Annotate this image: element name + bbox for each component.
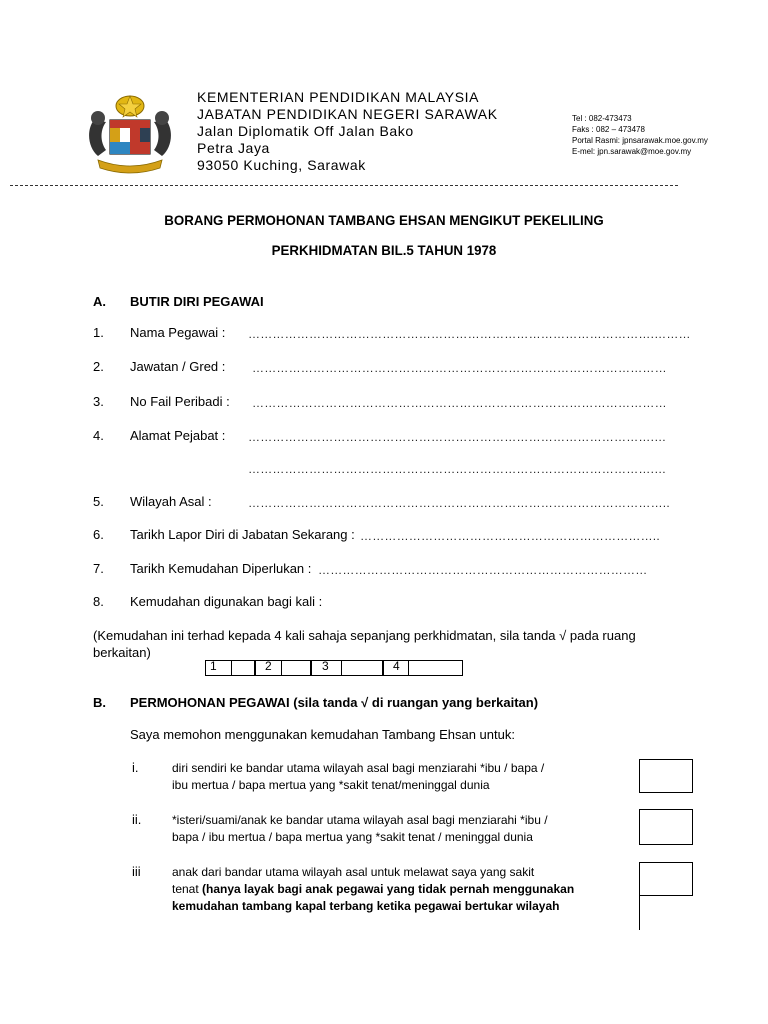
field-input-jawatan-gred[interactable]: ………………………………………………………………………………………… — [252, 361, 667, 375]
usage-box-divider — [341, 660, 342, 676]
form-title-line-2: PERKHIDMATAN BIL.5 TAHUN 1978 — [271, 242, 497, 258]
contact-fax: Faks : 082 – 473478 — [572, 125, 645, 134]
option-text-line-1: *isteri/suami/anak ke bandar utama wilayah asal bagi menziarahi *ibu / — [172, 813, 548, 827]
field-input-alamat-pejabat[interactable]: ……………………………………………………………………………………….… — [248, 430, 667, 444]
option-checkbox-i[interactable] — [639, 759, 693, 793]
section-a-heading: BUTIR DIRI PEGAWAI — [130, 294, 264, 309]
option-number: iii — [132, 864, 141, 879]
ministry-name: KEMENTERIAN PENDIDIKAN MALAYSIA — [197, 89, 480, 105]
department-name: JABATAN PENDIDIKAN NEGERI SARAWAK — [197, 106, 498, 122]
field-label-kemudahan-kali: Kemudahan digunakan bagi kali : — [130, 594, 323, 609]
field-number: 3. — [93, 394, 104, 409]
option-text-line-1: anak dari bandar utama wilayah asal untuk melawat saya yang sakit — [172, 865, 535, 879]
option-text-line-3: kemudahan tambang kapal terbang ketika pegawai bertukar wilayah — [172, 899, 560, 913]
field-label-no-fail-peribadi: No Fail Peribadi : — [130, 394, 230, 409]
section-b-heading: PERMOHONAN PEGAWAI (sila tanda √ di ruangan yang berkaitan) — [130, 695, 539, 710]
field-label-nama-pegawai: Nama Pegawai : — [130, 325, 226, 340]
field-input-wilayah-asal[interactable]: ………………………………………………………………………………………….. — [248, 496, 670, 510]
field-number: 4. — [93, 428, 104, 443]
field-input-tarikh-lapor-diri[interactable]: ……………………………………………………………….. — [360, 529, 660, 543]
usage-box-label-3: 3 — [322, 659, 329, 673]
option-checkbox-iii[interactable] — [639, 862, 693, 896]
field-number: 6. — [93, 527, 104, 542]
option-text-bold: (hanya layak bagi anak pegawai yang tidak pernah menggunakan — [202, 882, 575, 896]
usage-box-divider — [408, 660, 409, 676]
field-label-jawatan-gred: Jawatan / Gred : — [130, 359, 226, 374]
field-input-nama-pegawai[interactable]: ……………………………………………………………………………………….……… — [248, 327, 691, 341]
section-a-letter: A. — [93, 294, 106, 309]
option-text-plain: tenat — [172, 882, 203, 896]
option-text-line-2: bapa / ibu mertua / bapa mertua yang *sakit tenat / meninggal dunia — [172, 830, 533, 844]
usage-box-2[interactable] — [255, 660, 311, 676]
field-number: 7. — [93, 561, 104, 576]
contact-portal: Portal Rasmi: jpnsarawak.moe.gov.my — [572, 136, 708, 145]
field-number: 8. — [93, 594, 104, 609]
contact-tel: Tel : 082-473473 — [572, 114, 632, 123]
field-label-alamat-pejabat: Alamat Pejabat : — [130, 428, 226, 443]
field-number: 2. — [93, 359, 104, 374]
usage-box-label-2: 2 — [265, 659, 272, 673]
section-b-letter: B. — [93, 695, 106, 710]
option-number: ii. — [132, 812, 142, 827]
usage-limit-note-line-1: (Kemudahan ini terhad kepada 4 kali sahaja sepanjang perkhidmatan, sila tanda √ pada ruang — [93, 628, 636, 643]
usage-limit-note-line-2: berkaitan) — [93, 645, 151, 660]
option-checkbox-ii[interactable] — [639, 809, 693, 845]
field-label-tarikh-lapor-diri: Tarikh Lapor Diri di Jabatan Sekarang : — [130, 527, 355, 542]
option-text-line-1: diri sendiri ke bandar utama wilayah asal bagi menziarahi *ibu / bapa / — [172, 761, 545, 775]
field-label-tarikh-kemudahan: Tarikh Kemudahan Diperlukan : — [130, 561, 312, 576]
header-divider — [10, 185, 678, 186]
field-input-tarikh-kemudahan[interactable]: ……………………………………………………………………… — [318, 563, 648, 577]
option-text-line-2: ibu mertua / bapa mertua yang *sakit tenat/meninggal dunia — [172, 778, 490, 792]
field-number: 1. — [93, 325, 104, 340]
option-number: i. — [132, 760, 139, 775]
usage-box-label-1: 1 — [210, 659, 217, 673]
usage-box-divider — [231, 660, 232, 676]
field-input-no-fail-peribadi[interactable]: ………………………………………………………………………………………… — [252, 396, 667, 410]
contact-email: E-mel: jpn.sarawak@moe.gov.my — [572, 147, 692, 156]
form-title-line-1: BORANG PERMOHONAN TAMBANG EHSAN MENGIKUT PEKELILING — [164, 212, 604, 228]
coat-of-arms-emblem — [80, 90, 180, 176]
option-text-line-2 — [172, 881, 574, 898]
usage-box-divider — [281, 660, 282, 676]
field-number: 5. — [93, 494, 104, 509]
address-line-1: Jalan Diplomatik Off Jalan Bako — [197, 123, 414, 139]
table-border-line — [639, 896, 640, 930]
address-line-3: 93050 Kuching, Sarawak — [197, 157, 366, 173]
usage-box-label-4: 4 — [393, 659, 400, 673]
field-input-alamat-pejabat-line-2[interactable]: ……………………………………………………………………………………….… — [248, 462, 667, 476]
address-line-2: Petra Jaya — [197, 140, 270, 156]
field-label-wilayah-asal: Wilayah Asal : — [130, 494, 212, 509]
section-b-intro: Saya memohon menggunakan kemudahan Tambang Ehsan untuk: — [130, 727, 515, 742]
